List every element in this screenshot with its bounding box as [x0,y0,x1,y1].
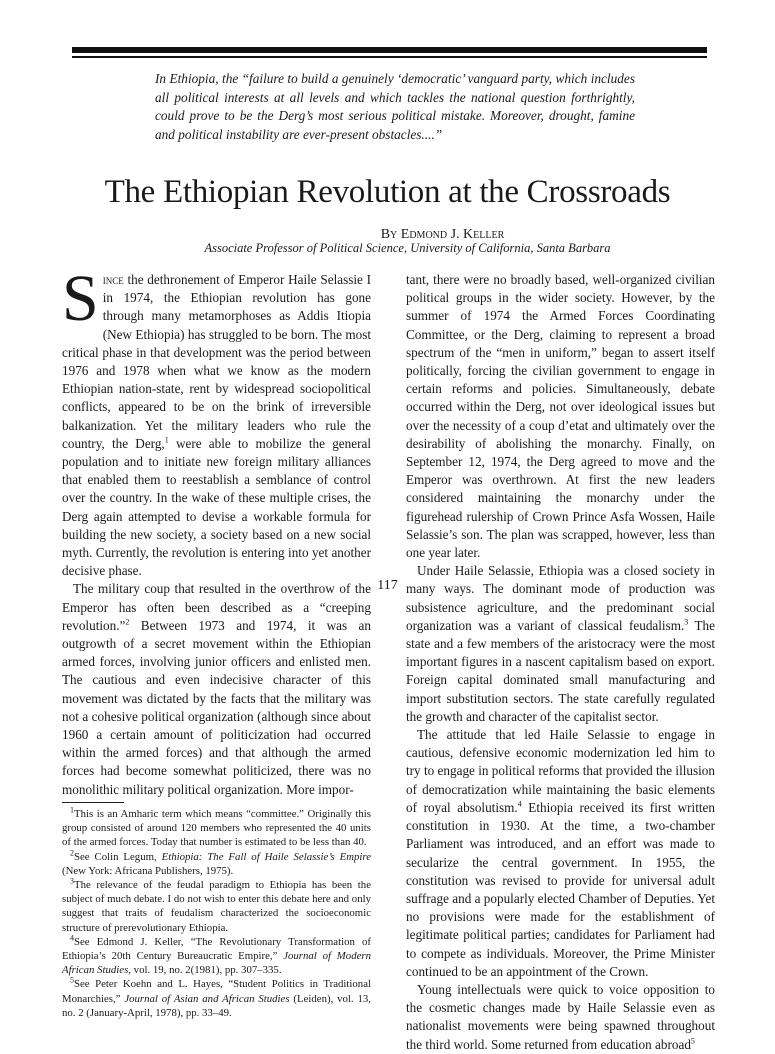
left-column [62,262,371,1020]
footnote-text: This is an Amharic term which means “committee.” Originally this group consisted of around 120 members who represented the 40 units of the armed forces. Today that number is estimated to be less than 40. [62,807,371,849]
footnote [62,847,371,878]
footnote-number: 4 [70,933,74,943]
footnote-number: 1 [70,805,74,815]
footnote-number: 5 [70,975,74,985]
footnote-ref: 1 [164,435,169,445]
paragraph-text: The attitude that led Haile Selassie to engage in cautious, defensive economic modernization led him to try to engage in political reforms that provided the illusion of democratization while maintaining the basic elements of royal absolutism. [406,727,715,815]
footnotes [62,807,371,1020]
paragraph: tant, there were no broadly based, well-organized civilian political groups in the wider society. However, by the summer of 1974 the Armed Forces Coordinating Committee, or the Derg, claiming to represent a broad spectrum of the “men in uniform,” began to assert itself politically, forcing the civilian government to engage in certain reforms and policies. Simultaneously, debate occurred within the Derg, not over ideological issues but over the necessity of a coup d’etat and ultimately over the desirability of abolishing the monarchy. Finally, on September 12, 1974, the Derg agreed to move and the Emperor was overthrown. At first the new leaders considered maintaining the monarchy under the figurehead rulership of Crown Prince Asfa Wossen, Haile Selassie’s son. The plan was scrapped, however, less than one year later. [406,272,715,561]
paragraph [406,981,715,1054]
lead-words: ince [102,272,124,287]
author-affiliation: Associate Professor of Political Science, University of California, Santa Barbara [204,241,611,255]
paragraph-text: Ethiopia received its first written constitution in 1930. At the time, a two-chamber Parliament was introduced, and an effort was made to secularize the central government. In 1955, the constitution was revised to provide for universal adult suffrage and a popularly elected Chamber of Deputies. Yet no provisions were made for the establishment of legitimate political parties; candidates for Parliament had to compete as individuals. Moreover, the Prime Minister continued to be an appointment of the Crown. [406,799,715,979]
footnote-text: See Edmond J. Keller, “The Revolutionary Transformation of Ethiopia’s 20th Century Bureaucratic Empire,” [62,935,371,962]
epigraph: In Ethiopia, the “failure to build a genuinely ‘democratic’ vanguard party, which includes all political interests at all levels and which tackles the national question forthrightly, could prove to be the Derg’s most serious political mistake. Moreover, drought, famine and political instability are ever-present obstacles....” [155,71,635,142]
footnote-ref: 2 [125,617,130,627]
footnote-ref: 5 [690,1036,695,1046]
paragraph-text: The state and a few members of the aristocracy were the most important figures in a nascent capitalism based on export. Foreign capital dominated small manufacturing and import substitution sectors. The state carefully regulated the growth and character of the capitalist sector. [406,617,716,724]
footnote [62,935,371,978]
footnote-ref: 4 [517,799,522,809]
footnote-title: Ethiopia: The Fall of Haile Selassie’s Empire [161,850,371,863]
article-title: The Ethiopian Revolution at the Crossroads [104,174,671,210]
footnote-text: The relevance of the feudal paradigm to Ethiopia has been the subject of much debate. I do not wish to enter this debate here and only suggest that traits of feudalism characterized the socioeconomic structure of prerevolutionary Ethiopia. [62,878,371,934]
footnote-text: , vol. 19, no. 2(1981), pp. 307–335. [128,964,282,977]
footnote-text: See Colin Legum, [74,850,162,863]
footnote-ref: 3 [684,617,689,627]
header-rule-thick [72,47,707,53]
byline-by: By [380,227,398,242]
paragraph [62,262,371,580]
footnote-text: (Leiden), vol. 13, no. 2 (January-April, 1978), pp. 33–49. [62,992,371,1019]
paragraph [406,726,715,981]
footnote [62,807,371,850]
footnote [62,878,371,935]
paragraph-text: Between 1973 and 1974, it was an outgrowth of a secret movement within the Ethiopian armed forces, involving junior officers and enlisted men. The cautious and even indecisive character of this movement was dictated by the facts that the military was not a cohesive political organization (although since about 1960 a certain amount of politicization had occurred within the armed forces) and that although the armed forces had become somewhat politicized, there was no monolithic military political organization. More impor- [62,617,371,797]
paragraph-text: The military coup that resulted in the overthrow of the Emperor has often been described as a “creeping revolution.” [62,581,371,633]
right-column [406,271,715,1054]
paragraph-text: Under Haile Selassie, Ethiopia was a closed society in many ways. The dominant mode of production was subsistence agriculture, and the predominant social organization was a variant of classical feudalism. [406,563,715,633]
header-rule-thin [72,56,707,58]
paragraph-text: were able to mobilize the general population and to initiate new foreign military alliances that enabled them to reestablish a semblance of control over the country. In the wake of these multiple crises, the Derg again attempted to devise a workable formula for building the new society, a society based on a new social myth. Currently, the revolution is entering into yet another decisive phase. [62,435,371,579]
page-number: 117 [377,578,398,593]
footnote-number: 3 [70,876,74,886]
footnote-text: See Peter Koehn and L. Hayes, “Student Politics in Traditional Monarchies,” [62,978,371,1005]
author-name: Edmond J. Keller [400,227,505,242]
footnote-text: (New York: Africana Publishers, 1975). [62,864,234,877]
footnote-title: Journal of Asian and African Studies [124,992,290,1005]
drop-cap: S [62,262,99,335]
footnote-number: 2 [70,847,74,857]
footnote-rule [62,802,124,803]
footnote-title: Journal of Modern African Studies [62,949,371,977]
paragraph-text: the dethronement of Emperor Haile Selassie I in 1974, the Ethiopian revolution has gone through many metamorphoses as Addis Itiopia (New Ethiopia) has struggled to be born. The most critical phase in that development was the period between 1976 and 1978 when what we know as the modern Ethiopian nation-state, rent by widespread sociopolitical conflicts, appeared to be on the brink of irreversible balkanization. Yet the military leaders who rule the country, the Derg, [62,272,371,451]
paragraph-text: Young intellectuals were quick to voice opposition to the cosmetic changes made by Haile Selassie even as nationalist movements were being spawned throughout the third world. Some returned from education abroad [406,981,715,1052]
paragraph [62,580,371,798]
footnote [62,977,371,1020]
